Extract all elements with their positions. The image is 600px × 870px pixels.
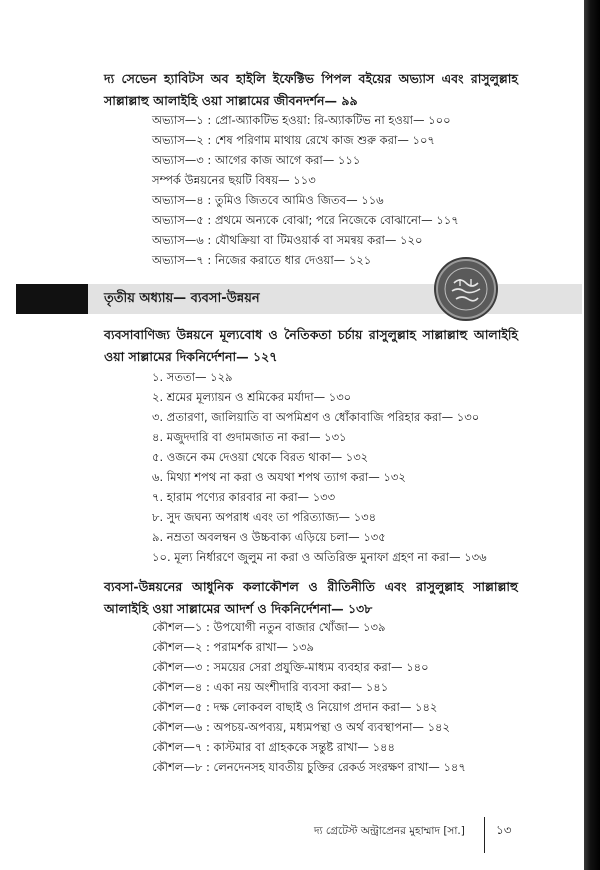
toc-entry: অভ্যাস—৫ : প্রথমে অন্যকে বোঝা; পরে নিজেকে বোঝানো— ১১৭ [152,213,459,227]
toc-entry: ৩. প্রতারণা, জালিয়াতি বা অপমিশ্রণ ও ধোঁকাবাজি পরিহার করা— ১৩০ [152,410,480,424]
toc-entry: কৌশল—৪ : একা নয় অংশীদারি ব্যবসা করা— ১৪১ [152,680,389,694]
toc-entry: ১. সততা— ১২৯ [152,370,233,384]
toc-entry: সম্পর্ক উন্নয়নের ছয়টি বিষয়— ১১৩ [152,173,316,187]
toc-entry: অভ্যাস—১ : প্রো-অ্যাকটিভ হওয়া: রি-অ্যাকটিভ না হওয়া— ১০০ [152,113,451,127]
page-edge-shadow [584,0,600,870]
toc-entry: অভ্যাস—৭ : নিজের করাতে ধার দেওয়া— ১২১ [152,253,372,267]
toc-entry: কৌশল—৮ : লেনদেনসহ যাবতীয় চুক্তির রেকর্ড সংরক্ষণ রাখা— ১৪৭ [152,760,466,774]
seal-of-muhammad-icon [436,259,496,319]
toc-entry: ৮. সুদ জঘন্য অপরাধ এবং তা পরিত্যাজ্য— ১৩৪ [152,510,377,524]
chapter-band [16,284,582,314]
page-number: ১৩ [496,823,512,837]
toc-entry: অভ্যাস—২ : শেষ পরিণাম মাথায় রেখে কাজ শুরু করা— ১০৭ [152,133,435,147]
toc-entry: ১০. মূল্য নির্ধারণে জুলুম না করা ও অতিরিক্ত মুনাফা গ্রহণ না করা— ১৩৬ [152,550,487,564]
section-heading-modern-techniques: ব্যবসা-উন্নয়নের আধুনিক কলাকৌশল ও রীতিনীতি এবং রাসুলুল্লাহ সাল্লাল্লাহু আলাইহি ওয়া সাল্লামের আদর্শ ও দিকনির্দেশনা— ১৩৮ [104,579,518,616]
toc-entry: কৌশল—৩ : সময়ের সেরা প্রযুক্তি-মাধ্যম ব্যবহার করা— ১৪০ [152,660,429,674]
toc-entry: ২. শ্রমের মূল্যায়ন ও শ্রমিকের মর্যাদা— ১৩০ [152,390,352,404]
toc-entry: ৬. মিথ্যা শপথ না করা ও অযথা শপথ ত্যাগ করা— ১৩২ [152,470,406,484]
toc-entry: কৌশল—৫ : দক্ষ লোকবল বাছাই ও নিয়োগ প্রদান করা— ১৪২ [152,700,438,714]
section-heading-seven-habits: দ্য সেভেন হ্যাবিটস অব হাইলি ইফেক্টিভ পিপল বইয়ের অভ্যাস এবং রাসুলুল্লাহ সাল্লাল্লাহু আলাইহি ওয়া সাল্লামের জীবনদর্শন— ৯৯ [104,71,518,108]
toc-entry: কৌশল—৭ : কাস্টমার বা গ্রাহককে সন্তুষ্ট রাখা— ১৪৪ [152,740,395,754]
toc-entry: অভ্যাস—৬ : যৌথক্রিয়া বা টিমওয়ার্ক বা সমন্বয় করা— ১২০ [152,233,423,247]
footer-divider [484,817,485,853]
toc-entry: ৭. হারাম পণ্যের কারবার না করা— ১৩৩ [152,490,336,504]
chapter-title: তৃতীয় অধ্যায়— ব্যবসা-উন্নয়ন [104,291,260,306]
toc-entry: কৌশল—১ : উপযোগী নতুন বাজার খোঁজা— ১৩৯ [152,620,386,634]
toc-entry: কৌশল—৬ : অপচয়-অপব্যয়, মধ্যমপন্থা ও অর্থ ব্যবস্থাপনা— ১৪২ [152,720,450,734]
running-footer-book-title: দ্য গ্রেটেস্ট অন্ট্রাপ্রেনর মুহাম্মাদ [সা.] [314,825,465,837]
toc-entry: ৪. মজুদদারি বা গুদামজাত না করা— ১৩১ [152,430,347,444]
toc-entry: অভ্যাস—৪ : তুমিও জিতবে আমিও জিতব— ১১৬ [152,193,384,207]
toc-entry: কৌশল—২ : পরামর্শক রাখা— ১৩৯ [152,640,315,654]
section-heading-values-ethics: ব্যবসাবাণিজ্য উন্নয়নে মূল্যবোধ ও নৈতিকতা চর্চায় রাসুলুল্লাহ সাল্লাল্লাহু আলাইহি ওয়া সাল্লামের দিকনির্দেশনা— ১২৭ [104,327,518,364]
toc-entry: ৯. নম্রতা অবলম্বন ও উচ্চবাক্য এড়িয়ে চলা— ১৩৫ [152,530,386,544]
toc-entry: ৫. ওজনে কম দেওয়া থেকে বিরত থাকা— ১৩২ [152,450,369,464]
toc-entry: অভ্যাস—৩ : আগের কাজ আগে করা— ১১১ [152,153,361,167]
chapter-band-marker [16,284,88,314]
